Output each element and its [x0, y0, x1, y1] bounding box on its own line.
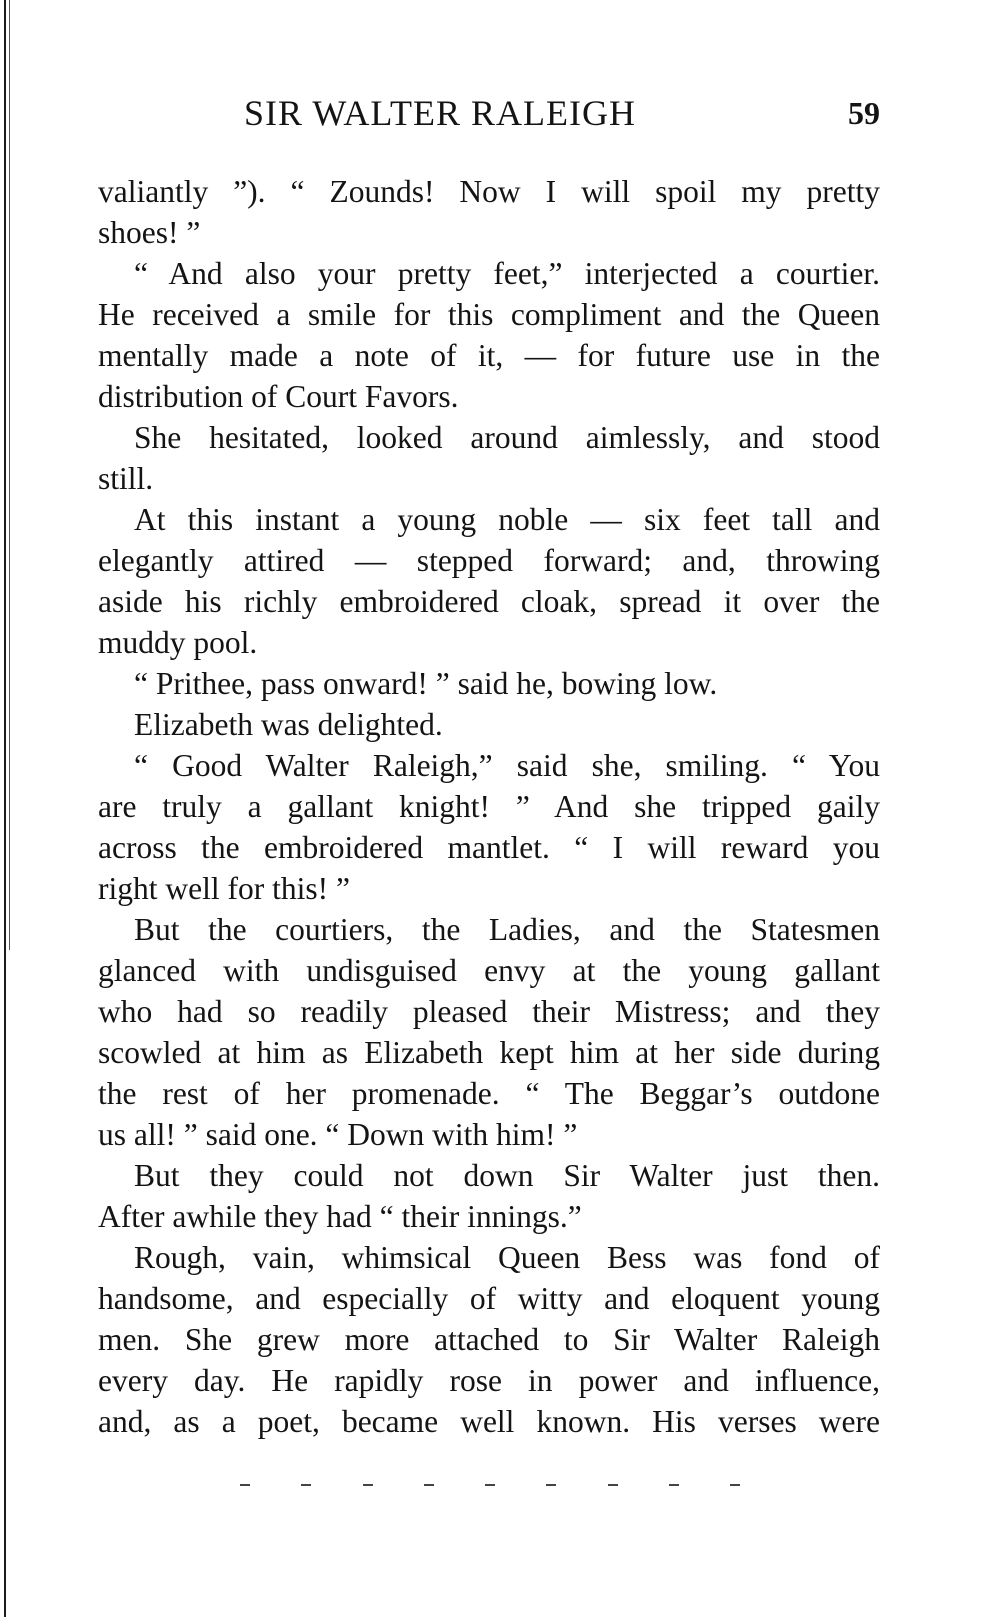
footer-mark: [485, 1484, 495, 1486]
footer-mark: [240, 1484, 250, 1486]
text-line: But the courtiers, the Ladies, and the Statesmen: [134, 912, 880, 947]
text-line: across the embroidered mantlet. “ I will reward you: [98, 830, 880, 865]
text-line: scowled at him as Elizabeth kept him at her side during: [98, 1035, 880, 1070]
footer-scan-marks: [240, 1484, 740, 1490]
scan-edge-line: [4, 0, 6, 1617]
text-line: After awhile they had “ their innings.”: [98, 1199, 582, 1234]
footer-mark: [546, 1484, 556, 1486]
page-number: 59: [848, 95, 880, 131]
footer-mark: [424, 1484, 434, 1486]
running-head: [98, 88, 880, 138]
text-line: aside his richly embroidered cloak, spread it over the: [98, 584, 880, 619]
text-line: distribution of Court Favors.: [98, 379, 459, 414]
text-line: elegantly attired — stepped forward; and, throwing: [98, 543, 880, 578]
text-line: But they could not down Sir Walter just then.: [134, 1158, 880, 1193]
footer-mark: [730, 1484, 740, 1486]
body-text: [98, 171, 880, 1442]
text-line: the rest of her promenade. “ The Beggar’s outdone: [98, 1076, 880, 1111]
text-line: “ And also your pretty feet,” interjected a courtier.: [134, 256, 880, 291]
text-line: She hesitated, looked around aimlessly, and stood: [134, 420, 880, 455]
text-line: “ Good Walter Raleigh,” said she, smiling. “ You: [134, 748, 880, 783]
text-line: mentally made a note of it, — for future use in the: [98, 338, 880, 373]
text-line: valiantly ”). “ Zounds! Now I will spoil my pretty: [98, 174, 880, 209]
text-line: men. She grew more attached to Sir Walter Raleigh: [98, 1322, 880, 1357]
text-line: At this instant a young noble — six feet tall and: [134, 502, 880, 537]
text-line: right well for this! ”: [98, 871, 350, 906]
text-line: “ Prithee, pass onward! ” said he, bowing low.: [134, 666, 718, 701]
footer-mark: [608, 1484, 618, 1486]
text-line: shoes! ”: [98, 215, 201, 250]
running-head-title: SIR WALTER RALEIGH: [244, 93, 637, 133]
footer-mark: [669, 1484, 679, 1486]
text-line: Rough, vain, whimsical Queen Bess was fond of: [134, 1240, 880, 1275]
text-line: glanced with undisguised envy at the young gallant: [98, 953, 880, 988]
text-line: handsome, and especially of witty and eloquent young: [98, 1281, 880, 1316]
text-line: and, as a poet, became well known. His verses were: [98, 1404, 880, 1439]
text-line: Elizabeth was delighted.: [134, 707, 443, 742]
text-line: every day. He rapidly rose in power and influence,: [98, 1363, 880, 1398]
text-line: are truly a gallant knight! ” And she tripped gaily: [98, 789, 880, 824]
text-line: muddy pool.: [98, 625, 258, 660]
footer-mark: [301, 1484, 311, 1486]
scan-edge-line-secondary: [9, 0, 10, 950]
text-line: us all! ” said one. “ Down with him! ”: [98, 1117, 578, 1152]
text-line: He received a smile for this compliment and the Queen: [98, 297, 880, 332]
footer-mark: [363, 1484, 373, 1486]
text-line: still.: [98, 461, 154, 496]
text-line: who had so readily pleased their Mistress; and they: [98, 994, 880, 1029]
